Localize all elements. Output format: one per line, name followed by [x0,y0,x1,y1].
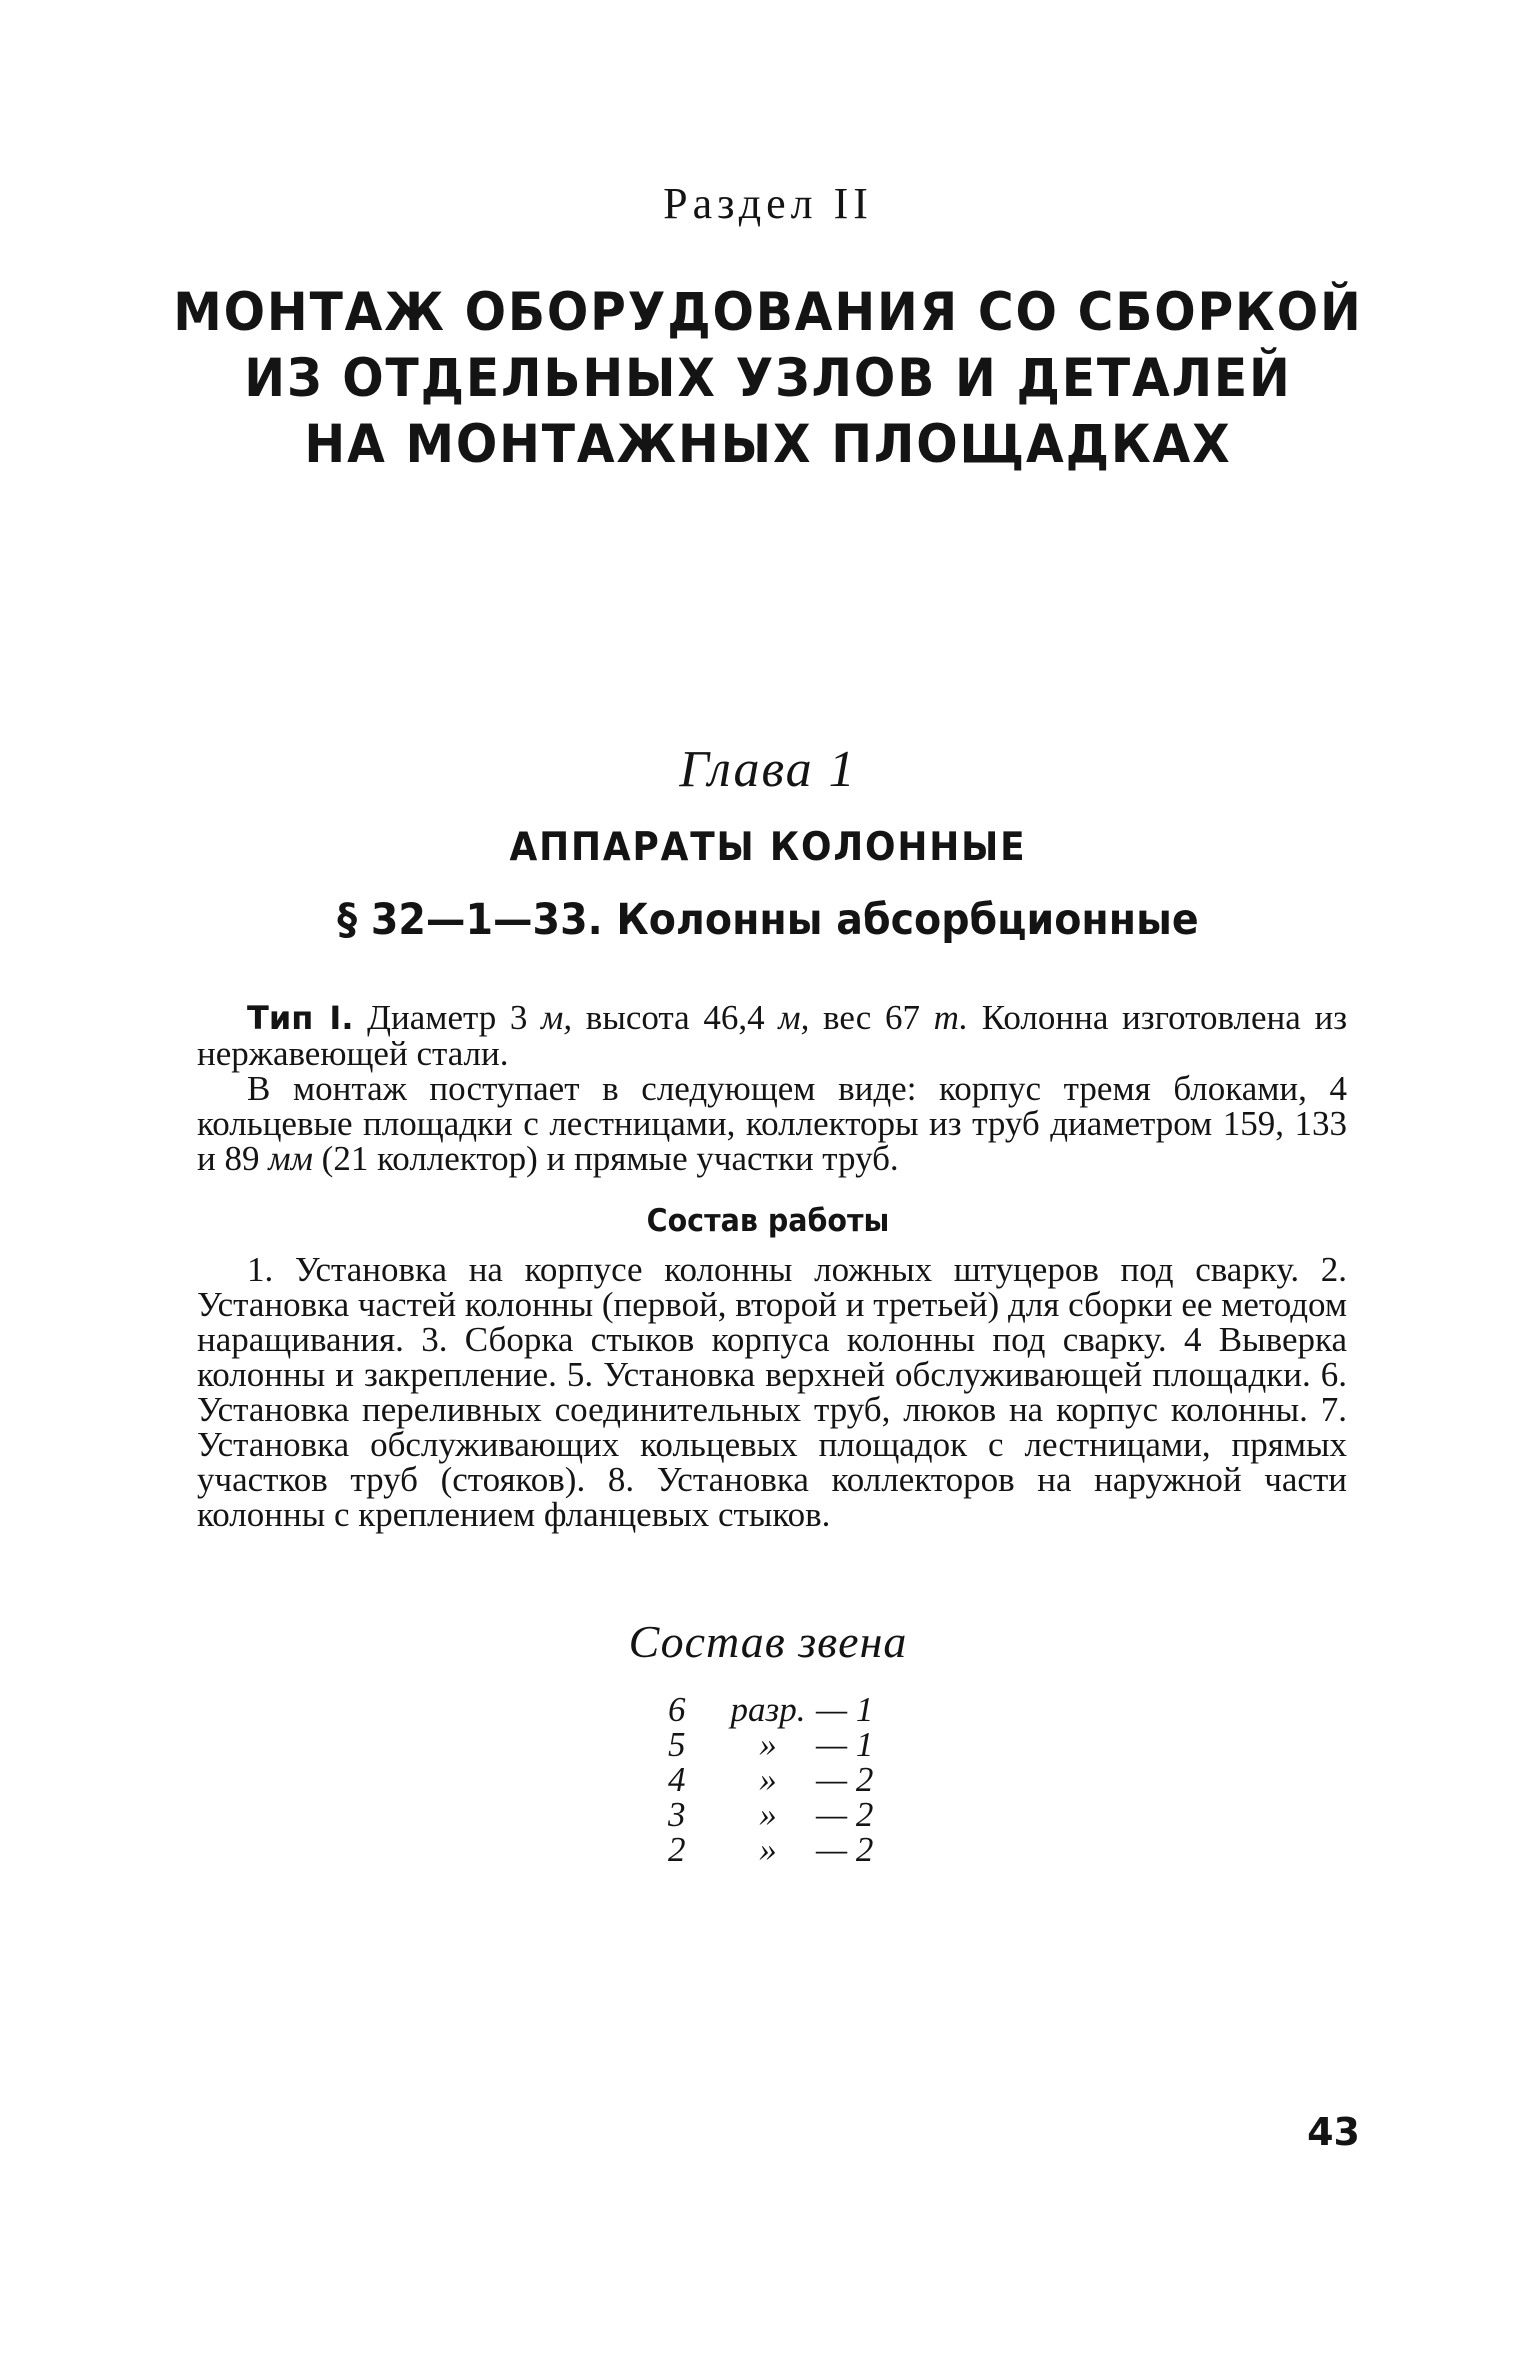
chapter-label: Глава 1 [679,741,857,798]
paragraph-heading: § 32—1—33. Колонны абсорбционные [337,895,1199,945]
crew-row [668,1762,876,1797]
crew-count: — 2 [816,1830,874,1869]
work-paragraph: 1. Установка на корпусе колонны ложных штуцеров под сварку. 2. Установка частей колонны (первой, второй и третьей) для сборки ее методом наращивания. 3. Сборка стыков корпуса колонны под сварку. 4 Выверка колонны и закрепление. 5. Установка верхней обслуживающей площадки. 6. Установка переливных соединительных труб, люков на корпус колонны. 7. Установка обслуживающих кольцевых площадок с лестницами, прямых участков труб (стояков). 8. Установка коллекторов на наружной части колонны с креплением фланцевых стыков. [197,1250,1347,1534]
type-label: Тип I. [247,999,354,1037]
crew-row [668,1832,876,1867]
work-composition-title: Состав работы [646,1203,890,1239]
page-number: 43 [1307,2110,1360,2154]
chapter-title: АППАРАТЫ КОЛОННЫЕ [509,825,1027,870]
section-title-line: ИЗ ОТДЕЛЬНЫХ УЗЛОВ И ДЕТАЛЕЙ [244,348,1292,409]
unit-label: м, [778,998,810,1037]
crew-composition-table [668,1692,876,1867]
intro-text-fragment: (21 коллектор) и прямые участки труб. [312,1139,899,1178]
crew-unit: » [759,1725,777,1764]
crew-count: — 1 [816,1690,874,1729]
intro-text-fragment: вес 67 [809,998,934,1037]
crew-grade: 3 [668,1795,686,1834]
section-title-line: НА МОНТАЖНЫХ ПЛОЩАДКАХ [304,414,1232,475]
crew-count: — 2 [816,1760,874,1799]
crew-row [668,1797,876,1832]
crew-unit: разр. [730,1690,806,1729]
section-title [61,280,1474,478]
intro-text-fragment: Диаметр 3 [353,998,542,1037]
intro-paragraph-1 [197,1000,1347,1071]
intro-text-fragment: высота 46,4 [572,998,779,1037]
crew-unit: » [759,1760,777,1799]
intro-text-fragment: Колонна изготовлена из нержавеющей стали. [197,998,1348,1073]
unit-label: мм [268,1139,313,1178]
crew-row [668,1692,876,1727]
crew-grade: 4 [668,1760,686,1799]
intro-text-fragment: В монтаж поступает в следующем виде: корпус тремя блоками, 4 кольцевые площадки с лестницами, коллекторы из труб диаметром 159, 133 и 89 [197,1069,1347,1178]
crew-grade: 5 [668,1725,686,1764]
crew-unit: » [759,1795,777,1834]
section-label: Раздел II [663,179,873,228]
crew-count: — 1 [816,1725,874,1764]
unit-label: т. [933,998,969,1037]
crew-row [668,1727,876,1762]
crew-grade: 6 [668,1690,686,1729]
crew-count: — 2 [816,1795,874,1834]
crew-grade: 2 [668,1830,686,1869]
crew-unit: » [759,1830,777,1869]
work-composition-text [197,1252,1347,1532]
crew-composition-title: Состав звена [628,1616,908,1667]
intro-text [197,1000,1347,1176]
section-title-line: МОНТАЖ ОБОРУДОВАНИЯ СО СБОРКОЙ [173,282,1363,343]
intro-paragraph-2 [197,1071,1347,1176]
unit-label: м, [541,998,573,1037]
